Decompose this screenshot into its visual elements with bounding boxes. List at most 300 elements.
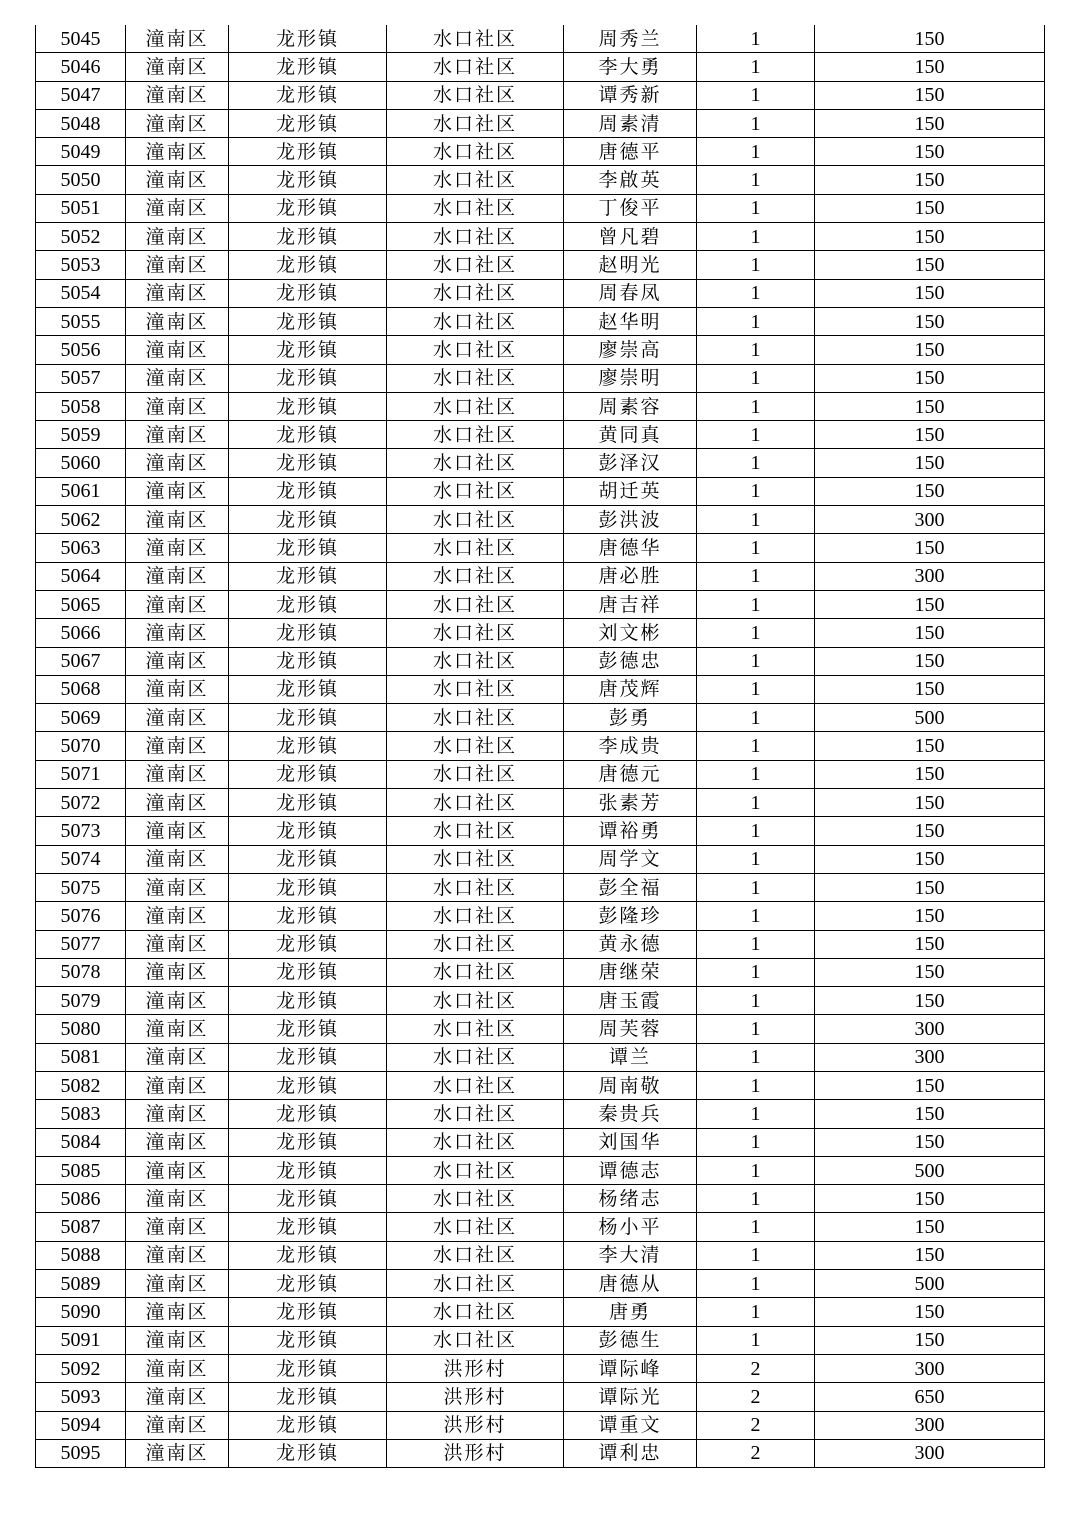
table-row (36, 619, 1045, 647)
count-cell: 1 (697, 732, 815, 760)
town-cell: 龙形镇 (229, 109, 387, 137)
table-row (36, 392, 1045, 420)
town-cell: 龙形镇 (229, 421, 387, 449)
amount-cell: 150 (815, 449, 1045, 477)
district-cell: 潼南区 (126, 166, 229, 194)
row-number-cell: 5093 (36, 1383, 126, 1411)
count-cell: 1 (697, 392, 815, 420)
row-number-cell: 5088 (36, 1241, 126, 1269)
table-row (36, 987, 1045, 1015)
table-row (36, 109, 1045, 137)
community-cell: 水口社区 (387, 590, 564, 618)
town-cell: 龙形镇 (229, 477, 387, 505)
town-cell: 龙形镇 (229, 647, 387, 675)
row-number-cell: 5050 (36, 166, 126, 194)
district-cell: 潼南区 (126, 449, 229, 477)
row-number-cell: 5071 (36, 760, 126, 788)
name-cell: 彭泽汉 (564, 449, 697, 477)
community-cell: 水口社区 (387, 958, 564, 986)
name-cell: 谭秀新 (564, 81, 697, 109)
district-cell: 潼南区 (126, 1241, 229, 1269)
amount-cell: 150 (815, 845, 1045, 873)
community-cell: 水口社区 (387, 307, 564, 335)
community-cell: 水口社区 (387, 251, 564, 279)
amount-cell: 150 (815, 902, 1045, 930)
district-cell: 潼南区 (126, 109, 229, 137)
count-cell: 2 (697, 1439, 815, 1467)
table-row (36, 1439, 1045, 1467)
name-cell: 谭际光 (564, 1383, 697, 1411)
count-cell: 1 (697, 449, 815, 477)
table-row (36, 1270, 1045, 1298)
town-cell: 龙形镇 (229, 534, 387, 562)
table-row (36, 930, 1045, 958)
amount-cell: 300 (815, 506, 1045, 534)
district-cell: 潼南区 (126, 789, 229, 817)
count-cell: 1 (697, 138, 815, 166)
district-cell: 潼南区 (126, 1298, 229, 1326)
district-cell: 潼南区 (126, 477, 229, 505)
community-cell: 水口社区 (387, 647, 564, 675)
amount-cell: 150 (815, 223, 1045, 251)
row-number-cell: 5083 (36, 1100, 126, 1128)
town-cell: 龙形镇 (229, 845, 387, 873)
district-cell: 潼南区 (126, 987, 229, 1015)
amount-cell: 150 (815, 1071, 1045, 1099)
community-cell: 水口社区 (387, 1326, 564, 1354)
town-cell: 龙形镇 (229, 194, 387, 222)
district-cell: 潼南区 (126, 1270, 229, 1298)
community-cell: 水口社区 (387, 873, 564, 901)
district-cell: 潼南区 (126, 619, 229, 647)
table-row (36, 1128, 1045, 1156)
district-cell: 潼南区 (126, 675, 229, 703)
community-cell: 水口社区 (387, 53, 564, 81)
count-cell: 1 (697, 590, 815, 618)
row-number-cell: 5055 (36, 307, 126, 335)
name-cell: 彭洪波 (564, 506, 697, 534)
count-cell: 2 (697, 1383, 815, 1411)
count-cell: 1 (697, 279, 815, 307)
amount-cell: 150 (815, 1100, 1045, 1128)
row-number-cell: 5069 (36, 704, 126, 732)
count-cell: 1 (697, 675, 815, 703)
name-cell: 唐必胜 (564, 562, 697, 590)
data-table (35, 25, 1045, 1468)
community-cell: 水口社区 (387, 1241, 564, 1269)
town-cell: 龙形镇 (229, 166, 387, 194)
name-cell: 秦贵兵 (564, 1100, 697, 1128)
amount-cell: 150 (815, 1241, 1045, 1269)
count-cell: 1 (697, 223, 815, 251)
town-cell: 龙形镇 (229, 1383, 387, 1411)
community-cell: 水口社区 (387, 704, 564, 732)
row-number-cell: 5057 (36, 364, 126, 392)
name-cell: 张素芳 (564, 789, 697, 817)
district-cell: 潼南区 (126, 1213, 229, 1241)
count-cell: 1 (697, 1298, 815, 1326)
community-cell: 洪形村 (387, 1411, 564, 1439)
town-cell: 龙形镇 (229, 449, 387, 477)
amount-cell: 150 (815, 590, 1045, 618)
district-cell: 潼南区 (126, 53, 229, 81)
table-row (36, 760, 1045, 788)
community-cell: 水口社区 (387, 421, 564, 449)
table-row (36, 873, 1045, 901)
amount-cell: 150 (815, 166, 1045, 194)
name-cell: 黄永德 (564, 930, 697, 958)
name-cell: 周秀兰 (564, 25, 697, 53)
name-cell: 谭重文 (564, 1411, 697, 1439)
community-cell: 水口社区 (387, 166, 564, 194)
row-number-cell: 5051 (36, 194, 126, 222)
district-cell: 潼南区 (126, 873, 229, 901)
amount-cell: 300 (815, 1411, 1045, 1439)
name-cell: 赵华明 (564, 307, 697, 335)
district-cell: 潼南区 (126, 1156, 229, 1184)
district-cell: 潼南区 (126, 704, 229, 732)
amount-cell: 150 (815, 138, 1045, 166)
town-cell: 龙形镇 (229, 732, 387, 760)
table-body (36, 25, 1045, 1468)
name-cell: 李成贵 (564, 732, 697, 760)
name-cell: 彭隆珍 (564, 902, 697, 930)
row-number-cell: 5061 (36, 477, 126, 505)
name-cell: 唐德从 (564, 1270, 697, 1298)
district-cell: 潼南区 (126, 647, 229, 675)
amount-cell: 150 (815, 789, 1045, 817)
town-cell: 龙形镇 (229, 1043, 387, 1071)
district-cell: 潼南区 (126, 1071, 229, 1099)
amount-cell: 300 (815, 1043, 1045, 1071)
table-row (36, 307, 1045, 335)
amount-cell: 150 (815, 1213, 1045, 1241)
town-cell: 龙形镇 (229, 1326, 387, 1354)
table-row (36, 1185, 1045, 1213)
town-cell: 龙形镇 (229, 1439, 387, 1467)
community-cell: 洪形村 (387, 1439, 564, 1467)
row-number-cell: 5092 (36, 1354, 126, 1382)
count-cell: 1 (697, 930, 815, 958)
count-cell: 1 (697, 817, 815, 845)
name-cell: 胡迁英 (564, 477, 697, 505)
count-cell: 1 (697, 902, 815, 930)
row-number-cell: 5084 (36, 1128, 126, 1156)
row-number-cell: 5046 (36, 53, 126, 81)
town-cell: 龙形镇 (229, 789, 387, 817)
table-row (36, 902, 1045, 930)
table-row (36, 1298, 1045, 1326)
row-number-cell: 5089 (36, 1270, 126, 1298)
amount-cell: 150 (815, 336, 1045, 364)
community-cell: 水口社区 (387, 845, 564, 873)
district-cell: 潼南区 (126, 364, 229, 392)
amount-cell: 150 (815, 675, 1045, 703)
table-row (36, 562, 1045, 590)
community-cell: 水口社区 (387, 364, 564, 392)
count-cell: 1 (697, 562, 815, 590)
count-cell: 1 (697, 109, 815, 137)
name-cell: 李大清 (564, 1241, 697, 1269)
table-row (36, 789, 1045, 817)
row-number-cell: 5049 (36, 138, 126, 166)
district-cell: 潼南区 (126, 1100, 229, 1128)
table-row (36, 958, 1045, 986)
table-row (36, 817, 1045, 845)
amount-cell: 150 (815, 53, 1045, 81)
amount-cell: 150 (815, 194, 1045, 222)
table-row (36, 1354, 1045, 1382)
row-number-cell: 5052 (36, 223, 126, 251)
community-cell: 水口社区 (387, 392, 564, 420)
count-cell: 1 (697, 873, 815, 901)
community-cell: 水口社区 (387, 336, 564, 364)
community-cell: 水口社区 (387, 1270, 564, 1298)
table-row (36, 704, 1045, 732)
amount-cell: 150 (815, 647, 1045, 675)
count-cell: 1 (697, 1071, 815, 1099)
community-cell: 水口社区 (387, 279, 564, 307)
community-cell: 水口社区 (387, 1185, 564, 1213)
row-number-cell: 5063 (36, 534, 126, 562)
table-row (36, 1043, 1045, 1071)
district-cell: 潼南区 (126, 279, 229, 307)
table-row (36, 506, 1045, 534)
table-row (36, 194, 1045, 222)
district-cell: 潼南区 (126, 1015, 229, 1043)
town-cell: 龙形镇 (229, 1354, 387, 1382)
count-cell: 2 (697, 1411, 815, 1439)
name-cell: 周南敬 (564, 1071, 697, 1099)
count-cell: 1 (697, 958, 815, 986)
town-cell: 龙形镇 (229, 1128, 387, 1156)
row-number-cell: 5091 (36, 1326, 126, 1354)
count-cell: 1 (697, 1241, 815, 1269)
row-number-cell: 5078 (36, 958, 126, 986)
row-number-cell: 5085 (36, 1156, 126, 1184)
town-cell: 龙形镇 (229, 1298, 387, 1326)
district-cell: 潼南区 (126, 1354, 229, 1382)
community-cell: 水口社区 (387, 506, 564, 534)
town-cell: 龙形镇 (229, 958, 387, 986)
row-number-cell: 5064 (36, 562, 126, 590)
community-cell: 水口社区 (387, 1071, 564, 1099)
name-cell: 唐茂辉 (564, 675, 697, 703)
table-row (36, 732, 1045, 760)
district-cell: 潼南区 (126, 1439, 229, 1467)
district-cell: 潼南区 (126, 958, 229, 986)
name-cell: 刘国华 (564, 1128, 697, 1156)
amount-cell: 150 (815, 477, 1045, 505)
count-cell: 1 (697, 307, 815, 335)
amount-cell: 150 (815, 421, 1045, 449)
district-cell: 潼南区 (126, 392, 229, 420)
amount-cell: 500 (815, 704, 1045, 732)
community-cell: 水口社区 (387, 930, 564, 958)
name-cell: 唐玉霞 (564, 987, 697, 1015)
amount-cell: 150 (815, 619, 1045, 647)
count-cell: 1 (697, 1185, 815, 1213)
row-number-cell: 5056 (36, 336, 126, 364)
name-cell: 周春凤 (564, 279, 697, 307)
name-cell: 周素清 (564, 109, 697, 137)
row-number-cell: 5080 (36, 1015, 126, 1043)
row-number-cell: 5048 (36, 109, 126, 137)
amount-cell: 150 (815, 81, 1045, 109)
count-cell: 1 (697, 619, 815, 647)
amount-cell: 150 (815, 534, 1045, 562)
row-number-cell: 5074 (36, 845, 126, 873)
table-row (36, 336, 1045, 364)
district-cell: 潼南区 (126, 817, 229, 845)
table-row (36, 25, 1045, 53)
row-number-cell: 5081 (36, 1043, 126, 1071)
table-row (36, 364, 1045, 392)
district-cell: 潼南区 (126, 1383, 229, 1411)
community-cell: 水口社区 (387, 109, 564, 137)
table-row (36, 1156, 1045, 1184)
amount-cell: 300 (815, 1015, 1045, 1043)
town-cell: 龙形镇 (229, 223, 387, 251)
count-cell: 1 (697, 364, 815, 392)
district-cell: 潼南区 (126, 760, 229, 788)
count-cell: 1 (697, 194, 815, 222)
amount-cell: 300 (815, 1439, 1045, 1467)
name-cell: 谭际峰 (564, 1354, 697, 1382)
count-cell: 1 (697, 1043, 815, 1071)
count-cell: 1 (697, 166, 815, 194)
table-row (36, 534, 1045, 562)
table-row (36, 53, 1045, 81)
amount-cell: 650 (815, 1383, 1045, 1411)
community-cell: 水口社区 (387, 562, 564, 590)
name-cell: 周芙蓉 (564, 1015, 697, 1043)
table-row (36, 1241, 1045, 1269)
name-cell: 彭勇 (564, 704, 697, 732)
name-cell: 丁俊平 (564, 194, 697, 222)
district-cell: 潼南区 (126, 1326, 229, 1354)
community-cell: 水口社区 (387, 477, 564, 505)
row-number-cell: 5095 (36, 1439, 126, 1467)
row-number-cell: 5076 (36, 902, 126, 930)
table-row (36, 1100, 1045, 1128)
amount-cell: 150 (815, 1128, 1045, 1156)
count-cell: 1 (697, 845, 815, 873)
town-cell: 龙形镇 (229, 760, 387, 788)
town-cell: 龙形镇 (229, 336, 387, 364)
name-cell: 黄同真 (564, 421, 697, 449)
district-cell: 潼南区 (126, 732, 229, 760)
town-cell: 龙形镇 (229, 873, 387, 901)
amount-cell: 150 (815, 25, 1045, 53)
community-cell: 水口社区 (387, 534, 564, 562)
town-cell: 龙形镇 (229, 392, 387, 420)
community-cell: 水口社区 (387, 760, 564, 788)
row-number-cell: 5086 (36, 1185, 126, 1213)
name-cell: 赵明光 (564, 251, 697, 279)
count-cell: 1 (697, 704, 815, 732)
town-cell: 龙形镇 (229, 1270, 387, 1298)
community-cell: 水口社区 (387, 25, 564, 53)
row-number-cell: 5059 (36, 421, 126, 449)
count-cell: 1 (697, 1015, 815, 1043)
count-cell: 1 (697, 25, 815, 53)
town-cell: 龙形镇 (229, 307, 387, 335)
community-cell: 水口社区 (387, 449, 564, 477)
count-cell: 1 (697, 1100, 815, 1128)
table-row (36, 166, 1045, 194)
count-cell: 1 (697, 251, 815, 279)
name-cell: 曾凡碧 (564, 223, 697, 251)
community-cell: 水口社区 (387, 1100, 564, 1128)
community-cell: 水口社区 (387, 81, 564, 109)
count-cell: 1 (697, 647, 815, 675)
district-cell: 潼南区 (126, 25, 229, 53)
name-cell: 谭裕勇 (564, 817, 697, 845)
name-cell: 唐继荣 (564, 958, 697, 986)
row-number-cell: 5045 (36, 25, 126, 53)
community-cell: 水口社区 (387, 1128, 564, 1156)
district-cell: 潼南区 (126, 562, 229, 590)
town-cell: 龙形镇 (229, 590, 387, 618)
district-cell: 潼南区 (126, 902, 229, 930)
count-cell: 1 (697, 1270, 815, 1298)
count-cell: 1 (697, 506, 815, 534)
town-cell: 龙形镇 (229, 25, 387, 53)
table-row (36, 1071, 1045, 1099)
town-cell: 龙形镇 (229, 1241, 387, 1269)
town-cell: 龙形镇 (229, 902, 387, 930)
name-cell: 谭德志 (564, 1156, 697, 1184)
row-number-cell: 5060 (36, 449, 126, 477)
row-number-cell: 5075 (36, 873, 126, 901)
row-number-cell: 5066 (36, 619, 126, 647)
community-cell: 水口社区 (387, 789, 564, 817)
count-cell: 1 (697, 534, 815, 562)
count-cell: 1 (697, 421, 815, 449)
table-row (36, 81, 1045, 109)
name-cell: 周学文 (564, 845, 697, 873)
row-number-cell: 5077 (36, 930, 126, 958)
amount-cell: 150 (815, 279, 1045, 307)
table-row (36, 251, 1045, 279)
district-cell: 潼南区 (126, 590, 229, 618)
town-cell: 龙形镇 (229, 53, 387, 81)
row-number-cell: 5053 (36, 251, 126, 279)
amount-cell: 150 (815, 307, 1045, 335)
community-cell: 水口社区 (387, 1043, 564, 1071)
name-cell: 彭德忠 (564, 647, 697, 675)
town-cell: 龙形镇 (229, 930, 387, 958)
district-cell: 潼南区 (126, 1128, 229, 1156)
community-cell: 水口社区 (387, 987, 564, 1015)
table-row (36, 1326, 1045, 1354)
amount-cell: 150 (815, 732, 1045, 760)
name-cell: 谭兰 (564, 1043, 697, 1071)
amount-cell: 150 (815, 958, 1045, 986)
town-cell: 龙形镇 (229, 1213, 387, 1241)
count-cell: 1 (697, 477, 815, 505)
amount-cell: 150 (815, 1326, 1045, 1354)
district-cell: 潼南区 (126, 307, 229, 335)
row-number-cell: 5047 (36, 81, 126, 109)
town-cell: 龙形镇 (229, 817, 387, 845)
district-cell: 潼南区 (126, 1185, 229, 1213)
name-cell: 彭德生 (564, 1326, 697, 1354)
table-row (36, 845, 1045, 873)
district-cell: 潼南区 (126, 194, 229, 222)
town-cell: 龙形镇 (229, 1185, 387, 1213)
